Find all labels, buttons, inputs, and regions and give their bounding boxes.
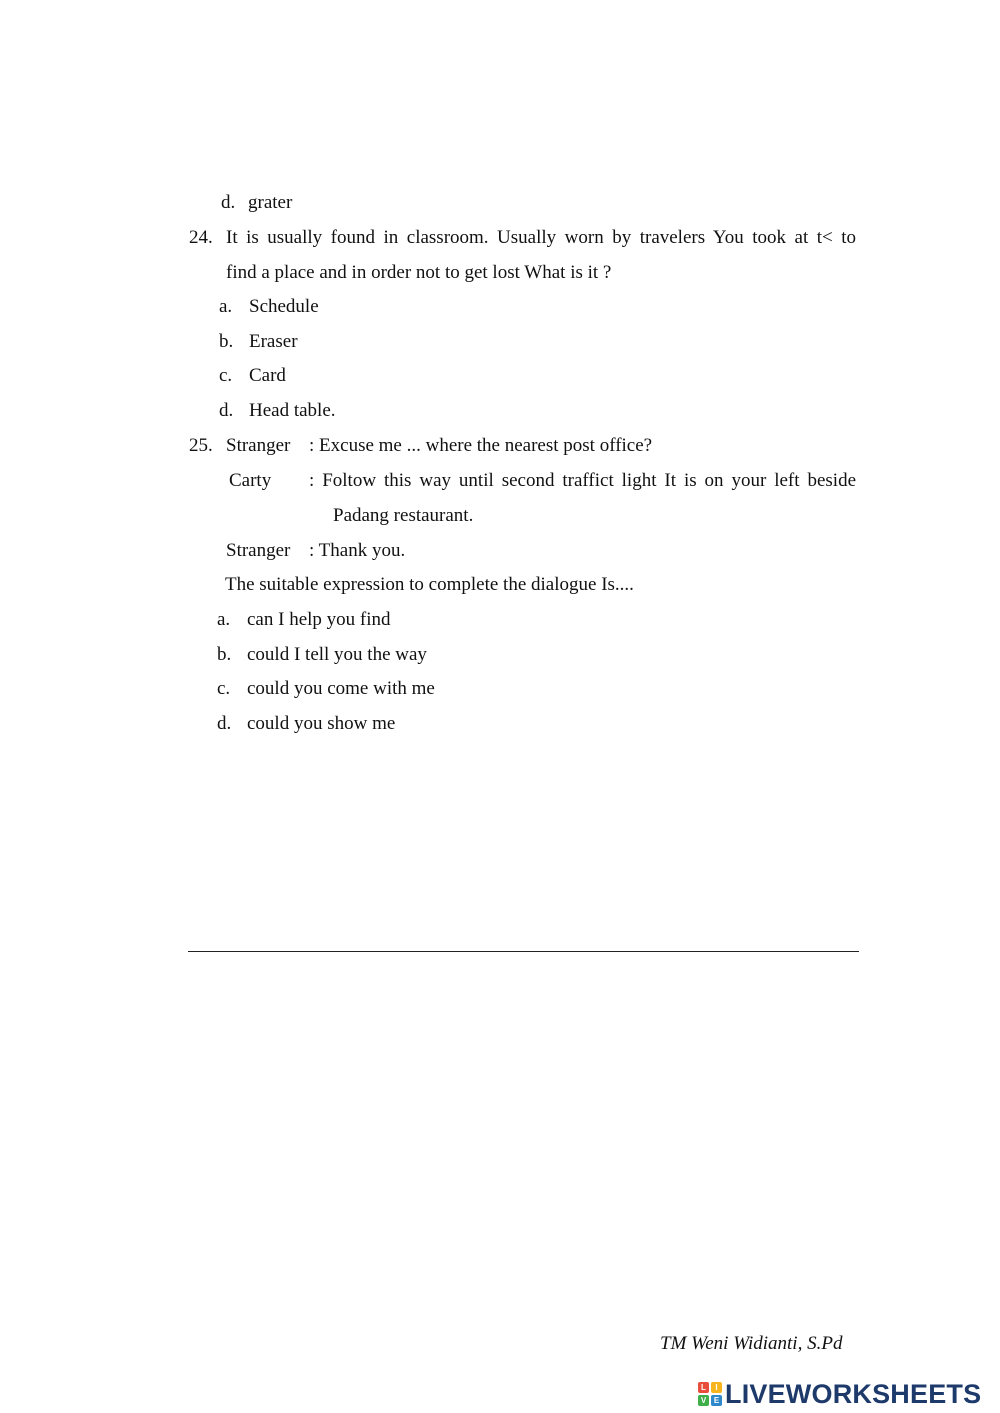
q24-option-text: Eraser bbox=[249, 331, 298, 352]
q24-option-text: Head table. bbox=[249, 400, 336, 421]
q25-option-text: could you come with me bbox=[247, 678, 435, 699]
q25-speaker-stranger: Stranger bbox=[226, 540, 291, 561]
q24-text-line1: It is usually found in classroom. Usually worn by travelers You took at t< to bbox=[226, 227, 856, 248]
q25-speaker-carty: Carty bbox=[229, 470, 272, 491]
q25-dialogue-line3: : Thank you. bbox=[309, 540, 406, 561]
q25-dialogue-line1: : Excuse me ... where the nearest post office? bbox=[309, 435, 653, 456]
footer-divider bbox=[188, 951, 859, 952]
logo-tile: V bbox=[698, 1395, 709, 1406]
q25-number: 25. bbox=[189, 435, 213, 456]
logo-tile: I bbox=[711, 1382, 722, 1393]
liveworksheets-logo-icon bbox=[698, 1382, 722, 1406]
q24-text-line2: find a place and in order not to get lost What is it ? bbox=[226, 262, 612, 283]
q25-speaker-stranger: Stranger bbox=[226, 435, 291, 456]
author-signature: TM Weni Widianti, S.Pd bbox=[660, 1333, 843, 1354]
q25-dialogue-line2: : Foltow this way until second traffict light It is on your left beside bbox=[309, 470, 856, 491]
q24-option-letter: d. bbox=[219, 400, 234, 421]
q24-option-text: Schedule bbox=[249, 296, 319, 317]
logo-tile: E bbox=[711, 1395, 722, 1406]
q25-option-letter: a. bbox=[217, 609, 231, 630]
logo-tile: L bbox=[698, 1382, 709, 1393]
q24-option-letter: b. bbox=[219, 331, 234, 352]
q24-number: 24. bbox=[189, 227, 213, 248]
q25-option-text: could I tell you the way bbox=[247, 644, 427, 665]
q24-option-letter: c. bbox=[219, 365, 233, 386]
liveworksheets-logo-text: LIVEWORKSHEETS bbox=[725, 1378, 982, 1409]
q25-dialogue-line2-cont: Padang restaurant. bbox=[333, 505, 474, 526]
q25-option-letter: d. bbox=[217, 713, 232, 734]
q24-option-letter: a. bbox=[219, 296, 233, 317]
q23-option-d-letter: d. bbox=[221, 192, 236, 213]
q24-option-text: Card bbox=[249, 365, 286, 386]
q25-option-text: could you show me bbox=[247, 713, 396, 734]
q25-option-letter: c. bbox=[217, 678, 231, 699]
q23-option-d-text: grater bbox=[248, 192, 293, 213]
q25-option-text: can I help you find bbox=[247, 609, 391, 630]
q25-prompt: The suitable expression to complete the dialogue Is.... bbox=[225, 574, 634, 595]
liveworksheets-logo[interactable] bbox=[698, 1378, 981, 1410]
q25-option-letter: b. bbox=[217, 644, 232, 665]
